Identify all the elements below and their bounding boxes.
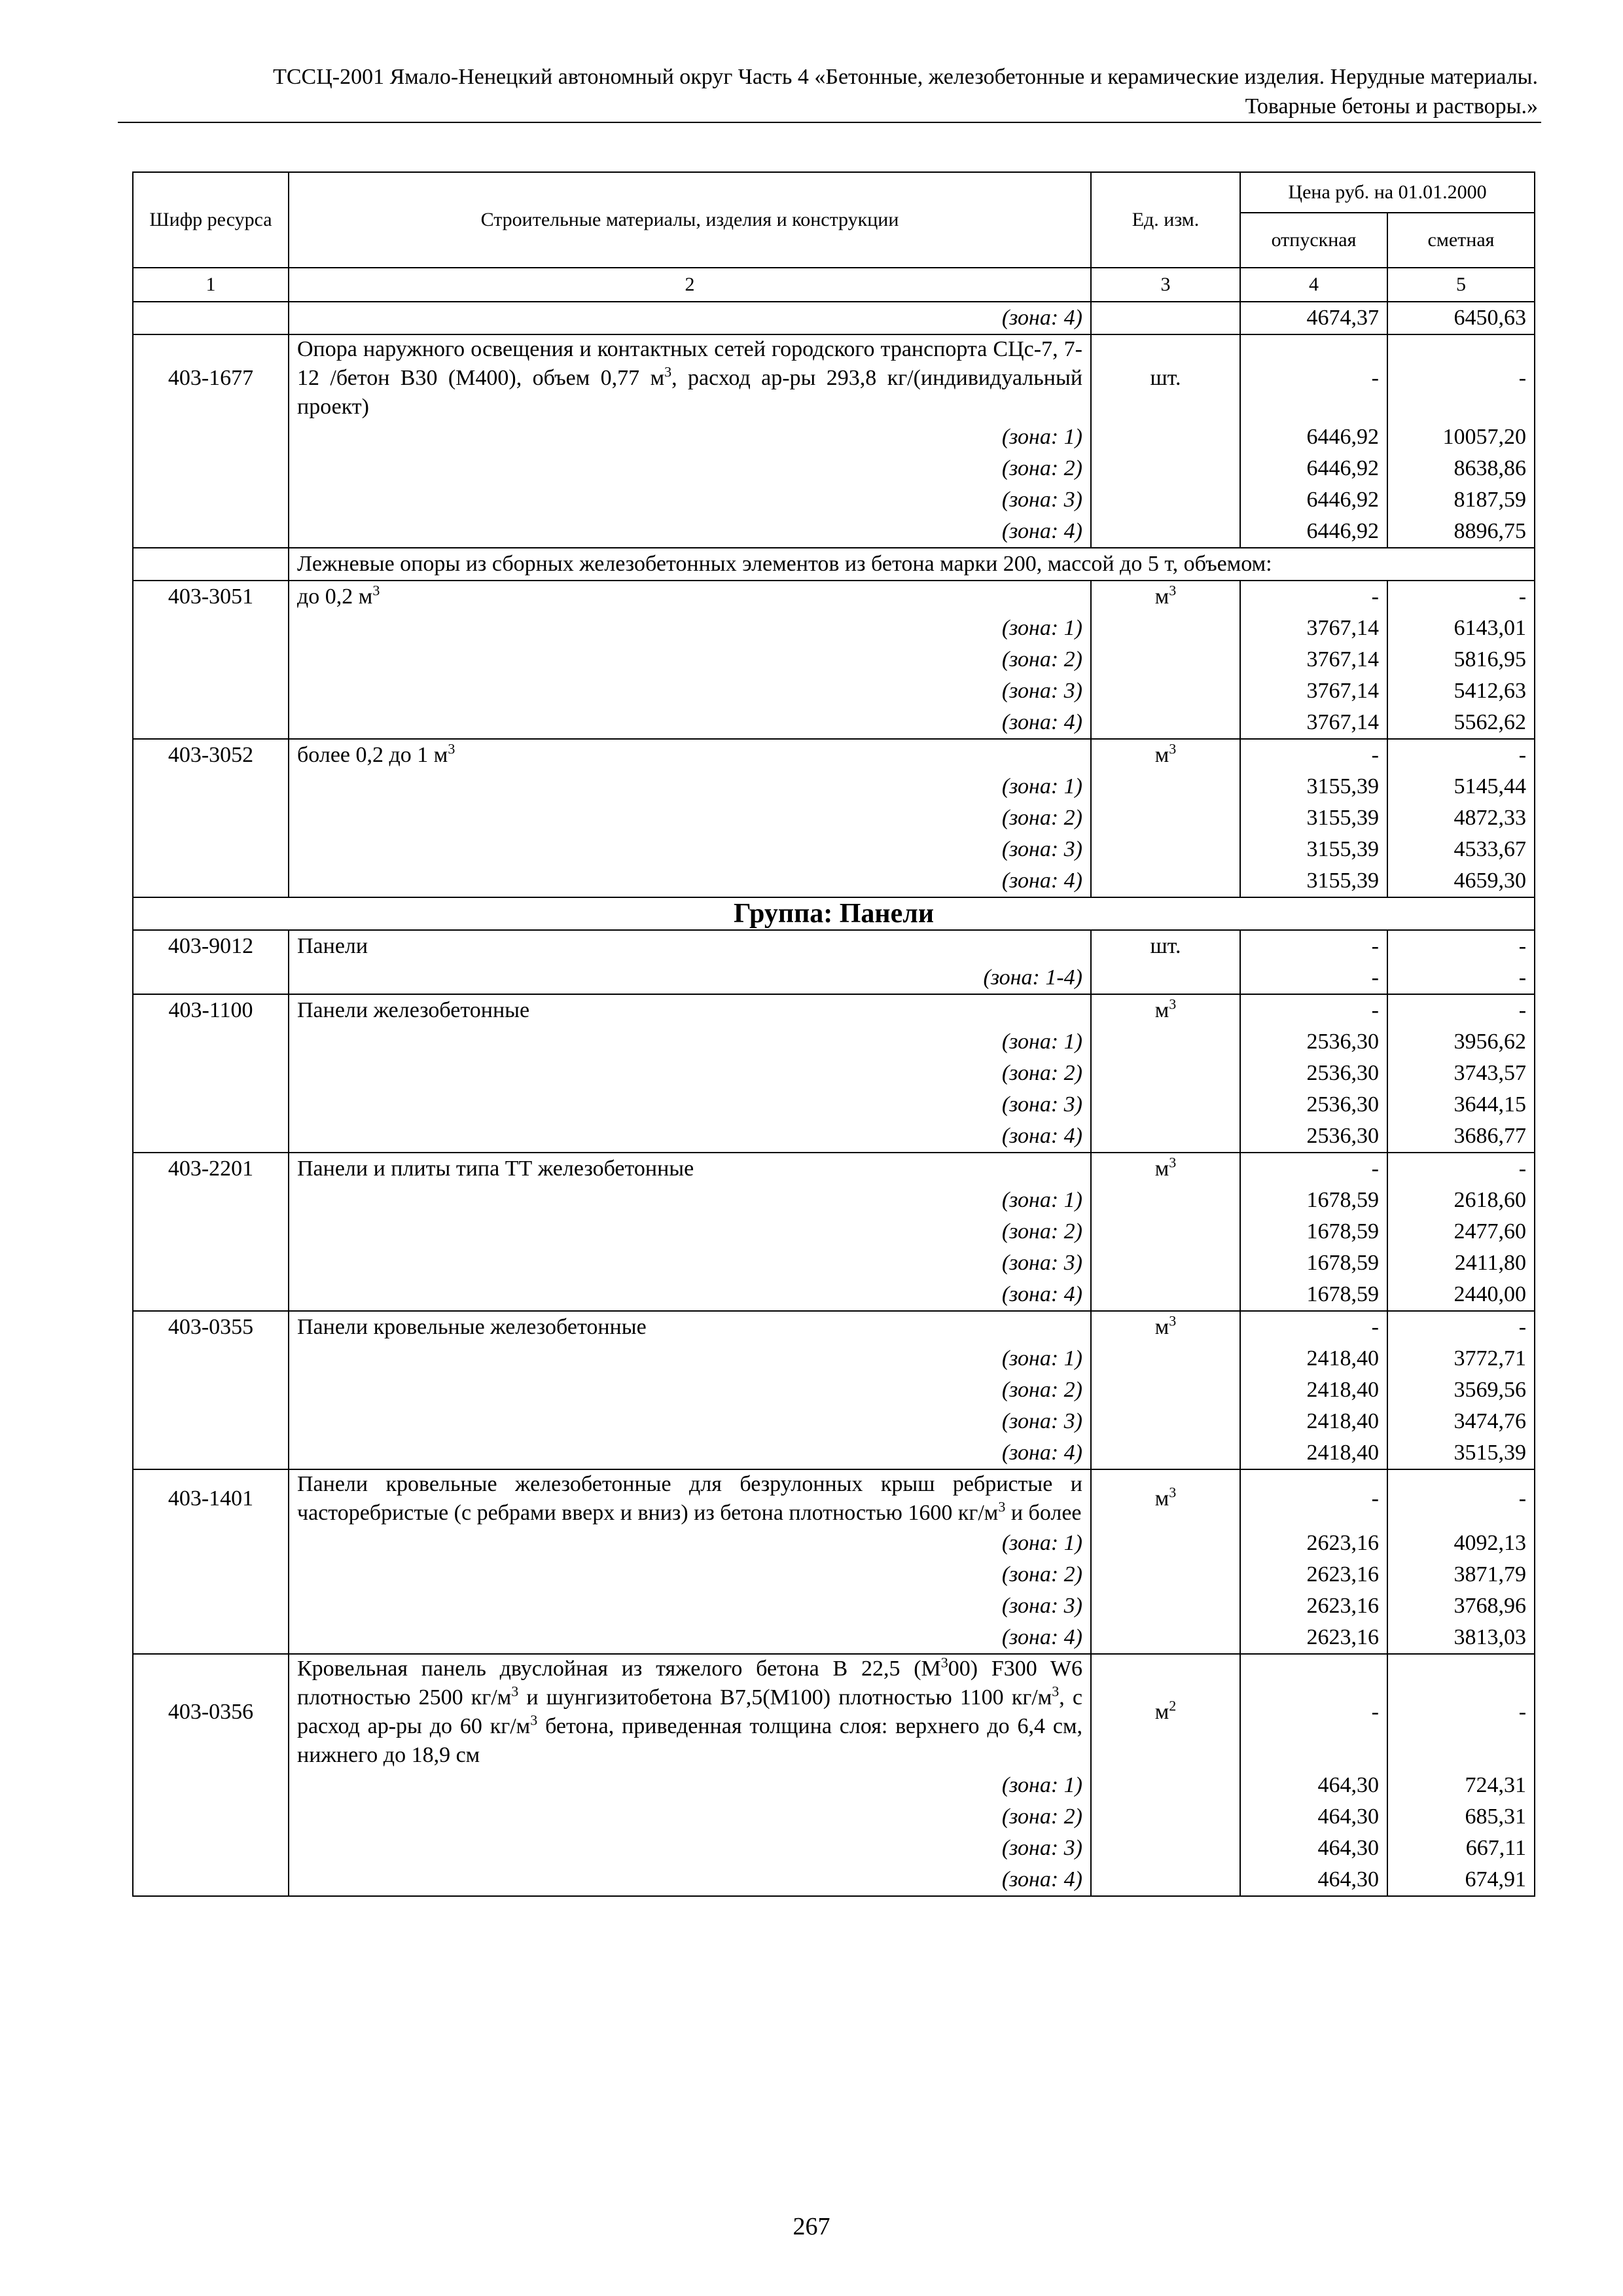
page-header bbox=[131, 62, 1538, 121]
estimate-price: 3813,03 bbox=[1387, 1622, 1535, 1654]
table-row bbox=[133, 1559, 1535, 1590]
zone-label: (зона: 3) bbox=[289, 675, 1091, 707]
table-row bbox=[133, 453, 1535, 484]
table-row bbox=[133, 1374, 1535, 1406]
table-row bbox=[133, 1406, 1535, 1437]
zone-label: (зона: 4) bbox=[289, 1864, 1091, 1896]
resource-name: Панели и плиты типа ТТ железобетонные bbox=[289, 1153, 1091, 1185]
table-row bbox=[133, 1528, 1535, 1559]
release-price: 1678,59 bbox=[1240, 1247, 1387, 1279]
zone-label: (зона: 4) bbox=[289, 1622, 1091, 1654]
release-price: 464,30 bbox=[1240, 1770, 1387, 1801]
release-price: 2536,30 bbox=[1240, 1058, 1387, 1089]
estimate-price: 685,31 bbox=[1387, 1801, 1535, 1833]
col-number-1: 1 bbox=[133, 268, 289, 302]
zone-label: (зона: 2) bbox=[289, 1374, 1091, 1406]
zone-label: (зона: 3) bbox=[289, 1089, 1091, 1121]
zone-label: (зона: 3) bbox=[289, 1247, 1091, 1279]
table-row bbox=[133, 1121, 1535, 1153]
table-row bbox=[133, 334, 1535, 422]
release-price: - bbox=[1240, 962, 1387, 994]
zone-label: (зона: 2) bbox=[289, 453, 1091, 484]
table-row bbox=[133, 834, 1535, 865]
col-number-5: 5 bbox=[1387, 268, 1535, 302]
release-price: 1678,59 bbox=[1240, 1185, 1387, 1216]
estimate-price: - bbox=[1387, 1469, 1535, 1528]
release-price: - bbox=[1240, 1311, 1387, 1343]
zone-label: (зона: 4) bbox=[289, 1279, 1091, 1311]
estimate-price: - bbox=[1387, 962, 1535, 994]
resource-name: Опора наружного освещения и контактных сетей городского транспорта СЦс-7, 7-12 /бетон В30 (М400), объем 0,77 $м^3$, расход ар-ры 293,8 кг/(индивидуальный проект) bbox=[289, 334, 1091, 422]
release-price: - bbox=[1240, 1469, 1387, 1528]
table-row bbox=[133, 1770, 1535, 1801]
release-price: 2623,16 bbox=[1240, 1528, 1387, 1559]
table-row bbox=[133, 675, 1535, 707]
table-row bbox=[133, 581, 1535, 613]
release-price: 2623,16 bbox=[1240, 1559, 1387, 1590]
release-price: 464,30 bbox=[1240, 1801, 1387, 1833]
table-row bbox=[133, 994, 1535, 1026]
estimate-price: 3474,76 bbox=[1387, 1406, 1535, 1437]
zone-label: (зона: 1) bbox=[289, 1185, 1091, 1216]
table-row bbox=[133, 1311, 1535, 1343]
estimate-price: - bbox=[1387, 1153, 1535, 1185]
table-row bbox=[133, 613, 1535, 644]
estimate-price: 10057,20 bbox=[1387, 422, 1535, 453]
header-line-1: ТССЦ-2001 Ямало-Ненецкий автономный округ Часть 4 «Бетонные, железобетонные и керамические изделия. Нерудные материалы. bbox=[273, 65, 1538, 89]
table-row bbox=[133, 516, 1535, 548]
resource-code: 403-1401 bbox=[133, 1469, 289, 1528]
release-price: 1678,59 bbox=[1240, 1279, 1387, 1311]
zone-label: (зона: 4) bbox=[289, 707, 1091, 739]
release-price: - bbox=[1240, 739, 1387, 771]
estimate-price: 3772,71 bbox=[1387, 1343, 1535, 1374]
col-number-3: 3 bbox=[1091, 268, 1240, 302]
table-row bbox=[133, 1216, 1535, 1247]
group-heading-row bbox=[133, 897, 1535, 930]
zone-label: (зона: 2) bbox=[289, 1058, 1091, 1089]
estimate-price: - bbox=[1387, 581, 1535, 613]
estimate-price: 3871,79 bbox=[1387, 1559, 1535, 1590]
table-row bbox=[133, 1058, 1535, 1089]
table-row bbox=[133, 422, 1535, 453]
estimate-price: 3686,77 bbox=[1387, 1121, 1535, 1153]
section-heading-row bbox=[133, 548, 1535, 581]
estimate-price: 2440,00 bbox=[1387, 1279, 1535, 1311]
zone-label: (зона: 1) bbox=[289, 422, 1091, 453]
estimate-price: 667,11 bbox=[1387, 1833, 1535, 1864]
release-price: 2536,30 bbox=[1240, 1026, 1387, 1058]
resource-code: 403-1100 bbox=[133, 994, 289, 1026]
release-price: 3155,39 bbox=[1240, 834, 1387, 865]
unit: $м^3$ bbox=[1091, 994, 1240, 1026]
release-price: 6446,92 bbox=[1240, 453, 1387, 484]
unit: $м^2$ bbox=[1091, 1654, 1240, 1770]
release-price: 4674,37 bbox=[1240, 302, 1387, 334]
estimate-price: - bbox=[1387, 739, 1535, 771]
zone-label: (зона: 4) bbox=[289, 1121, 1091, 1153]
estimate-price: 3956,62 bbox=[1387, 1026, 1535, 1058]
resource-name: Панели железобетонные bbox=[289, 994, 1091, 1026]
zone-label: (зона: 4) bbox=[289, 1437, 1091, 1469]
col-price-header: Цена руб. на 01.01.2000 bbox=[1240, 172, 1535, 213]
unit: $м^3$ bbox=[1091, 1469, 1240, 1528]
resource-name: Панели кровельные железобетонные для безрулонных крыш ребристые и часторебристые (с ребрами вверх и вниз) из бетона плотностью 1600 $кг/м^3$ и более bbox=[289, 1469, 1091, 1528]
col-release-header: отпускная bbox=[1240, 213, 1387, 268]
table-row bbox=[133, 1622, 1535, 1654]
zone-label: (зона: 3) bbox=[289, 484, 1091, 516]
estimate-price: 4092,13 bbox=[1387, 1528, 1535, 1559]
estimate-price: - bbox=[1387, 930, 1535, 962]
table-row bbox=[133, 1833, 1535, 1864]
zone-label: (зона: 1) bbox=[289, 1343, 1091, 1374]
estimate-price: 5562,62 bbox=[1387, 707, 1535, 739]
release-price: 464,30 bbox=[1240, 1864, 1387, 1896]
release-price: - bbox=[1240, 994, 1387, 1026]
zone-label: (зона: 3) bbox=[289, 834, 1091, 865]
release-price: 6446,92 bbox=[1240, 516, 1387, 548]
release-price: 3767,14 bbox=[1240, 644, 1387, 675]
table-row bbox=[133, 1089, 1535, 1121]
table-row bbox=[133, 1279, 1535, 1311]
release-price: 3767,14 bbox=[1240, 675, 1387, 707]
table-row bbox=[133, 1437, 1535, 1469]
estimate-price: 8187,59 bbox=[1387, 484, 1535, 516]
zone-label: (зона: 3) bbox=[289, 1406, 1091, 1437]
release-price: 3767,14 bbox=[1240, 613, 1387, 644]
estimate-price: - bbox=[1387, 1654, 1535, 1770]
unit: шт. bbox=[1091, 930, 1240, 962]
estimate-price: 4659,30 bbox=[1387, 865, 1535, 897]
zone-label: (зона: 1) bbox=[289, 771, 1091, 802]
zone-label: (зона: 4) bbox=[289, 302, 1091, 334]
table-row bbox=[133, 739, 1535, 771]
col-number-4: 4 bbox=[1240, 268, 1387, 302]
release-price: 2418,40 bbox=[1240, 1406, 1387, 1437]
table-row bbox=[133, 1864, 1535, 1896]
release-price: 6446,92 bbox=[1240, 422, 1387, 453]
estimate-price: 4533,67 bbox=[1387, 834, 1535, 865]
col-code-header: Шифр ресурса bbox=[133, 172, 289, 268]
zone-label: (зона: 4) bbox=[289, 865, 1091, 897]
resource-name: Панели bbox=[289, 930, 1091, 962]
release-price: 464,30 bbox=[1240, 1833, 1387, 1864]
resource-name: до 0,2 $м^3$ bbox=[289, 581, 1091, 613]
zone-label: (зона: 4) bbox=[289, 516, 1091, 548]
release-price: 3767,14 bbox=[1240, 707, 1387, 739]
table-row bbox=[133, 1247, 1535, 1279]
release-price: - bbox=[1240, 1654, 1387, 1770]
resource-code: 403-9012 bbox=[133, 930, 289, 962]
estimate-price: 6450,63 bbox=[1387, 302, 1535, 334]
release-price: 2623,16 bbox=[1240, 1622, 1387, 1654]
table-row bbox=[133, 1343, 1535, 1374]
resource-code: 403-2201 bbox=[133, 1153, 289, 1185]
resource-name: более 0,2 до 1 $м^3$ bbox=[289, 739, 1091, 771]
table-row bbox=[133, 865, 1535, 897]
col-number-2: 2 bbox=[289, 268, 1091, 302]
release-price: 3155,39 bbox=[1240, 771, 1387, 802]
estimate-price: 8638,86 bbox=[1387, 453, 1535, 484]
table-row bbox=[133, 771, 1535, 802]
estimate-price: 3644,15 bbox=[1387, 1089, 1535, 1121]
release-price: - bbox=[1240, 581, 1387, 613]
page-number: 267 bbox=[793, 2213, 830, 2240]
release-price: 2418,40 bbox=[1240, 1374, 1387, 1406]
estimate-price: - bbox=[1387, 1311, 1535, 1343]
estimate-price: 674,91 bbox=[1387, 1864, 1535, 1896]
resource-price-table bbox=[132, 171, 1535, 1897]
table-row bbox=[133, 1654, 1535, 1770]
estimate-price: 8896,75 bbox=[1387, 516, 1535, 548]
unit: шт. bbox=[1091, 334, 1240, 422]
release-price: - bbox=[1240, 1153, 1387, 1185]
estimate-price: 3768,96 bbox=[1387, 1590, 1535, 1622]
resource-code: 403-3052 bbox=[133, 739, 289, 771]
release-price: 3155,39 bbox=[1240, 802, 1387, 834]
estimate-price: 2477,60 bbox=[1387, 1216, 1535, 1247]
zone-label: (зона: 1) bbox=[289, 613, 1091, 644]
release-price: 2536,30 bbox=[1240, 1089, 1387, 1121]
estimate-price: 724,31 bbox=[1387, 1770, 1535, 1801]
resource-name: Кровельная панель двуслойная из тяжелого бетона В 22,5 $(М^300)$ F300 W6 плотностью 2500 $кг/м^3$ и шунгизитобетона В7,5(М100) плотностью 1100 $кг/м^3$, с расход ар-ры до 60 $кг/м^3$ бетона, приведенная толщина слоя: верхнего до 6,4 см, нижнего до 18,9 см bbox=[289, 1654, 1091, 1770]
unit: $м^3$ bbox=[1091, 739, 1240, 771]
unit: $м^3$ bbox=[1091, 1311, 1240, 1343]
estimate-price: - bbox=[1387, 334, 1535, 422]
table-row bbox=[133, 962, 1535, 994]
release-price: 2623,16 bbox=[1240, 1590, 1387, 1622]
zone-label: (зона: 2) bbox=[289, 802, 1091, 834]
estimate-price: 5412,63 bbox=[1387, 675, 1535, 707]
estimate-price: 6143,01 bbox=[1387, 613, 1535, 644]
release-price: - bbox=[1240, 930, 1387, 962]
table-row bbox=[133, 930, 1535, 962]
resource-code: 403-0356 bbox=[133, 1654, 289, 1770]
zone-label: (зона: 2) bbox=[289, 1559, 1091, 1590]
resource-name: Панели кровельные железобетонные bbox=[289, 1311, 1091, 1343]
table-row bbox=[133, 644, 1535, 675]
zone-label: (зона: 1) bbox=[289, 1026, 1091, 1058]
zone-label: (зона: 2) bbox=[289, 1801, 1091, 1833]
estimate-price: 3743,57 bbox=[1387, 1058, 1535, 1089]
release-price: 1678,59 bbox=[1240, 1216, 1387, 1247]
release-price: 2536,30 bbox=[1240, 1121, 1387, 1153]
header-line-2: Товарные бетоны и растворы.» bbox=[1245, 94, 1538, 118]
header-divider bbox=[118, 122, 1541, 123]
estimate-price: 2618,60 bbox=[1387, 1185, 1535, 1216]
zone-label: (зона: 2) bbox=[289, 644, 1091, 675]
release-price: 3155,39 bbox=[1240, 865, 1387, 897]
resource-code: 403-0355 bbox=[133, 1311, 289, 1343]
table-row bbox=[133, 1590, 1535, 1622]
table-row bbox=[133, 1801, 1535, 1833]
estimate-price: 3515,39 bbox=[1387, 1437, 1535, 1469]
zone-label: (зона: 1) bbox=[289, 1770, 1091, 1801]
table-row bbox=[133, 1469, 1535, 1528]
table-row bbox=[133, 302, 1535, 334]
table-row bbox=[133, 1026, 1535, 1058]
estimate-price: - bbox=[1387, 994, 1535, 1026]
estimate-price: 3569,56 bbox=[1387, 1374, 1535, 1406]
table-row bbox=[133, 707, 1535, 739]
col-estimate-header: сметная bbox=[1387, 213, 1535, 268]
estimate-price: 4872,33 bbox=[1387, 802, 1535, 834]
zone-label: (зона: 1) bbox=[289, 1528, 1091, 1559]
zone-label: (зона: 2) bbox=[289, 1216, 1091, 1247]
table-row bbox=[133, 1153, 1535, 1185]
group-title: Группа: Панели bbox=[133, 897, 1535, 930]
zone-label: (зона: 3) bbox=[289, 1833, 1091, 1864]
estimate-price: 2411,80 bbox=[1387, 1247, 1535, 1279]
unit: $м^3$ bbox=[1091, 581, 1240, 613]
col-unit-header: Ед. изм. bbox=[1091, 172, 1240, 268]
section-heading: Лежневые опоры из сборных железобетонных элементов из бетона марки 200, массой до 5 т, объемом: bbox=[289, 548, 1535, 581]
col-name-header: Строительные материалы, изделия и конструкции bbox=[289, 172, 1091, 268]
release-price: 2418,40 bbox=[1240, 1437, 1387, 1469]
estimate-price: 5816,95 bbox=[1387, 644, 1535, 675]
estimate-price: 5145,44 bbox=[1387, 771, 1535, 802]
unit: $м^3$ bbox=[1091, 1153, 1240, 1185]
table-row bbox=[133, 484, 1535, 516]
release-price: 6446,92 bbox=[1240, 484, 1387, 516]
zone-label: (зона: 3) bbox=[289, 1590, 1091, 1622]
resource-code: 403-1677 bbox=[133, 334, 289, 422]
table-row bbox=[133, 802, 1535, 834]
release-price: - bbox=[1240, 334, 1387, 422]
zone-label: (зона: 1-4) bbox=[289, 962, 1091, 994]
table-row bbox=[133, 1185, 1535, 1216]
resource-code: 403-3051 bbox=[133, 581, 289, 613]
release-price: 2418,40 bbox=[1240, 1343, 1387, 1374]
